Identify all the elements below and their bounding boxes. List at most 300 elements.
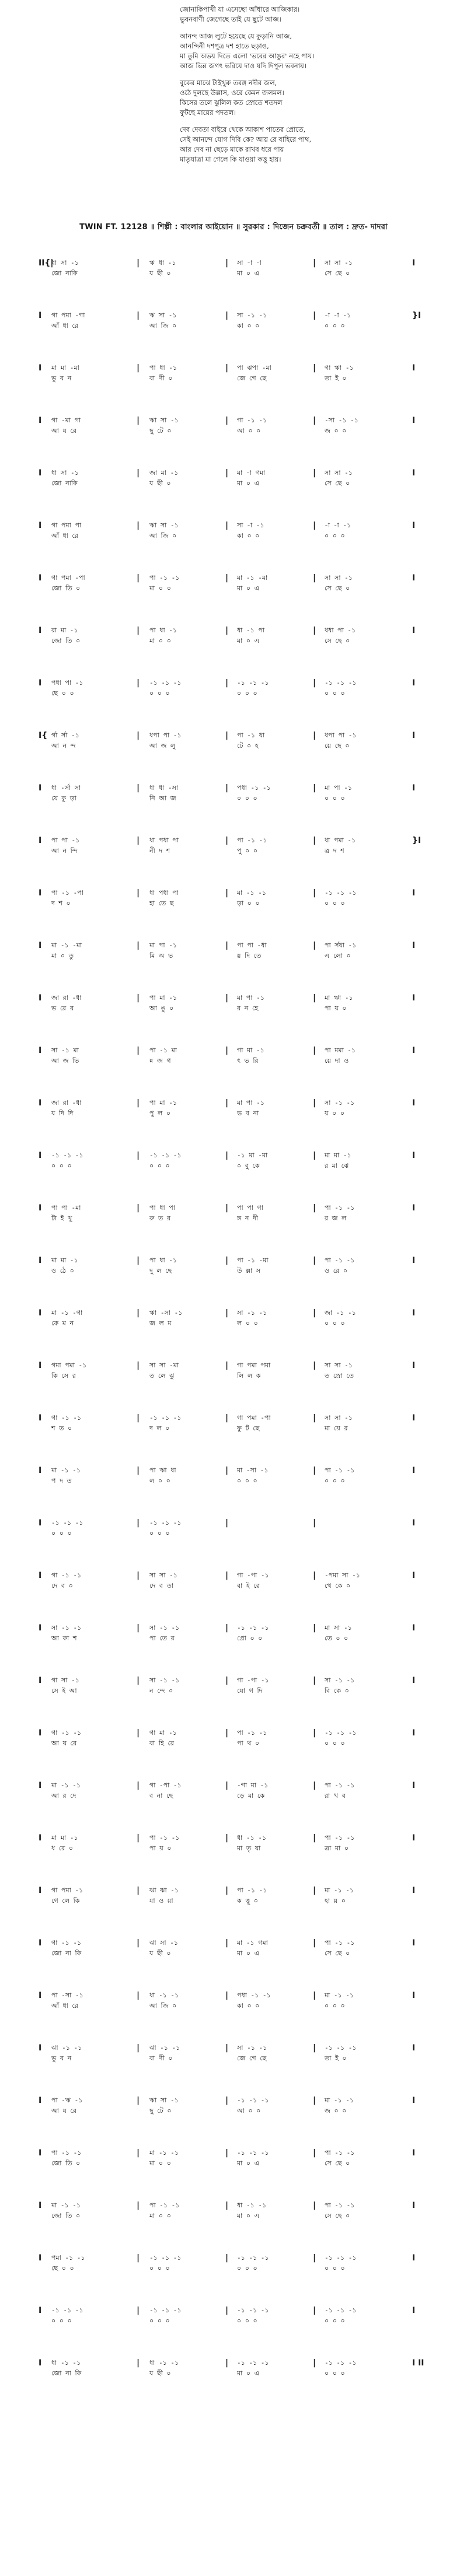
measure bbox=[149, 2043, 230, 2064]
lyric-syllables: ০ বু কে bbox=[237, 1162, 260, 1170]
measure bbox=[149, 1465, 230, 1486]
lyric-syllables: মা ০ এ bbox=[237, 270, 260, 277]
barline-start: I bbox=[39, 1938, 42, 1948]
barline: | bbox=[313, 783, 316, 793]
measure bbox=[325, 1518, 405, 1539]
swara-notes: গা পমা -পা bbox=[51, 574, 85, 582]
measure bbox=[51, 310, 132, 331]
barline: | bbox=[137, 1781, 140, 1790]
swara-notes: গা -পা -১ bbox=[149, 1782, 182, 1789]
measure bbox=[237, 1833, 318, 1854]
lyric-syllables: হা তে ছ bbox=[149, 900, 174, 907]
lyric-syllables: জো তি ০ bbox=[51, 2160, 81, 2167]
swara-notes: -া -া -১ bbox=[325, 522, 351, 529]
barline: | bbox=[313, 311, 316, 320]
measure bbox=[325, 1045, 405, 1066]
measure bbox=[51, 1570, 132, 1591]
measure bbox=[149, 1938, 230, 1959]
lyric-syllables: সে ই আ bbox=[51, 1687, 77, 1695]
lyric-syllables: বা ই রে bbox=[237, 1582, 260, 1590]
measure bbox=[51, 2200, 132, 2221]
barline-start: I bbox=[39, 1623, 42, 1633]
lyric-syllables: উ ল্লা স bbox=[237, 1267, 261, 1275]
swara-notes: মা -১ -মা bbox=[51, 942, 82, 949]
lyric-syllables: নী দ শ bbox=[149, 847, 170, 855]
measure bbox=[237, 1623, 318, 1644]
swara-notes: পা ঋা ধা bbox=[149, 1466, 176, 1474]
lyric-syllables: সে ছে ০ bbox=[325, 584, 350, 592]
measure bbox=[237, 468, 318, 489]
measure bbox=[325, 1938, 405, 1959]
lyric-syllables: প দ ত bbox=[51, 1477, 72, 1485]
swara-notes: গা -১ -১ bbox=[51, 1729, 82, 1737]
swara-notes: মা -১ -১ bbox=[325, 1992, 354, 1999]
barline-start: I bbox=[39, 626, 42, 635]
swara-notes: সা সা -১ bbox=[325, 574, 353, 582]
swara-notes: -১ -১ -১ bbox=[325, 2254, 357, 2262]
lyric-syllables: য়ে ছে ০ bbox=[325, 742, 350, 750]
barline: | bbox=[313, 731, 316, 740]
swara-notes: গা পমা পা bbox=[51, 522, 82, 529]
barline: | bbox=[225, 1361, 229, 1370]
measure bbox=[51, 835, 132, 856]
swara-notes: -সা -১ -১ bbox=[325, 416, 358, 424]
barline-end: I bbox=[412, 1098, 416, 1108]
lyric-syllables: মা তৃ যা bbox=[237, 1845, 261, 1852]
notation-row bbox=[39, 2356, 447, 2408]
lyric-line: বুকের মাঝে টাইখুরু তরঙ্গ নদীর জল, bbox=[180, 79, 277, 87]
swara-notes: মা পা -১ bbox=[237, 994, 264, 1002]
measure bbox=[51, 2148, 132, 2169]
measure bbox=[149, 678, 230, 699]
swara-notes: গা -পা -১ bbox=[237, 1676, 269, 1684]
notation-row bbox=[39, 1253, 447, 1306]
lyric-syllables: তা ই ০ bbox=[325, 2054, 347, 2062]
barline-start: I bbox=[39, 1046, 42, 1055]
measure bbox=[237, 2043, 318, 2064]
measure bbox=[51, 1413, 132, 1434]
barline: | bbox=[137, 1466, 140, 1475]
measure bbox=[149, 888, 230, 909]
measure bbox=[51, 573, 132, 594]
barline-end: I bbox=[412, 1728, 416, 1738]
measure bbox=[237, 363, 318, 384]
lyric-syllables: দু ল ছে bbox=[149, 1267, 172, 1275]
barline: | bbox=[225, 2253, 229, 2263]
barline: | bbox=[225, 311, 229, 320]
barline: | bbox=[225, 1151, 229, 1160]
swara-notes: মা পা -১ bbox=[237, 1099, 264, 1107]
barline-end: I bbox=[412, 1413, 416, 1423]
measure bbox=[149, 1780, 230, 1801]
barline-start: I bbox=[39, 678, 42, 688]
lyric-syllables: ত স্রো তে bbox=[325, 1372, 354, 1380]
measure bbox=[237, 1203, 318, 1224]
measure bbox=[237, 2200, 318, 2221]
lyric-syllables bbox=[237, 1528, 318, 1539]
notation-row bbox=[39, 1148, 447, 1200]
lyric-line: ফুটছে মায়ের পদতল। bbox=[180, 108, 236, 117]
measure bbox=[325, 1360, 405, 1381]
score-header: TWIN FT. 12128 ॥ শিল্পী : বাংলার আইয়োন ॥ সুরকার : দিজেন চক্রবর্তী ॥ তাল : দ্রুত- দাদরা bbox=[79, 223, 388, 232]
barline-end: I bbox=[412, 1256, 416, 1265]
barline: | bbox=[313, 1046, 316, 1055]
barline: | bbox=[137, 1623, 140, 1633]
barline: | bbox=[313, 1466, 316, 1475]
barline-start: I bbox=[39, 2043, 42, 2053]
barline: | bbox=[225, 521, 229, 530]
swara-notes: পা -১ -১ bbox=[325, 1466, 355, 1474]
measure bbox=[149, 1518, 230, 1539]
lyric-syllables: মা ০ ০ bbox=[149, 2212, 171, 2220]
lyric-syllables: ছু টে ০ bbox=[149, 427, 172, 435]
swara-notes: সা -১ -১ bbox=[237, 312, 267, 319]
barline-end: I bbox=[412, 416, 416, 425]
barline-start: I bbox=[39, 1361, 42, 1370]
lyric-syllables: জ ০ ০ bbox=[325, 427, 347, 435]
lyric-syllables: কা ০ ০ bbox=[237, 322, 260, 330]
swara-notes: ঝা সা -১ bbox=[149, 1939, 178, 1947]
barline: | bbox=[313, 2306, 316, 2315]
lyric-syllables: ০ ০ ০ bbox=[325, 532, 345, 540]
lyric-line: আর দেব না ছেড়ে মাকে রাখব ধরে পায় bbox=[180, 145, 284, 153]
swara-notes: -১ -১ -১ bbox=[149, 1414, 182, 1422]
barline: | bbox=[313, 678, 316, 688]
lyric-syllables: আ র দে bbox=[51, 1792, 76, 1800]
swara-notes: গা মা -১ bbox=[237, 1046, 264, 1054]
barline: | bbox=[137, 1728, 140, 1738]
lyric-syllables: আ জ ভি bbox=[51, 1057, 79, 1065]
measure bbox=[325, 2043, 405, 2064]
lyric-syllables: ও ঠে ০ bbox=[51, 1267, 74, 1275]
barline-end: I bbox=[412, 1676, 416, 1685]
barline: | bbox=[225, 2306, 229, 2315]
swara-notes: গা মা -১ bbox=[149, 1729, 177, 1737]
barline: | bbox=[137, 1991, 140, 2000]
swara-notes: মা -১ -মা bbox=[237, 574, 268, 582]
swara-notes: মা -১ -১ bbox=[51, 1782, 81, 1789]
barline: | bbox=[225, 1308, 229, 1318]
lyric-syllables: আ কা শ bbox=[51, 1634, 77, 1642]
measure bbox=[237, 1885, 318, 1906]
swara-notes: ঋা -সা -১ bbox=[149, 1309, 183, 1317]
notation-row bbox=[39, 308, 447, 360]
measure bbox=[325, 940, 405, 961]
barline: | bbox=[225, 2096, 229, 2105]
lyric-syllables: ভ ব না bbox=[237, 1110, 259, 1117]
swara-notes: মা মা -১ bbox=[51, 1256, 78, 1264]
swara-notes: -া -া -১ bbox=[325, 312, 351, 319]
swara-notes: পা পা -১ bbox=[51, 836, 80, 844]
swara-notes: পা -ঋ -১ bbox=[51, 2096, 83, 2104]
swara-notes: সা -১ -১ bbox=[237, 2044, 267, 2052]
barline: | bbox=[225, 1413, 229, 1423]
lyric-syllables: আ ০ ০ bbox=[237, 2107, 261, 2115]
swara-notes: পা ধা -১ bbox=[149, 1256, 177, 1264]
swara-notes: পা -১ -১ bbox=[149, 574, 180, 582]
lyric-syllables: ০ ০ ০ bbox=[149, 1530, 170, 1537]
measure bbox=[325, 993, 405, 1014]
lyric-syllables: প্রো ০ ০ bbox=[237, 1634, 263, 1642]
barline-start: I bbox=[39, 1151, 42, 1160]
swara-notes: -১ -১ -১ bbox=[237, 2096, 269, 2104]
swara-notes: পা -১ -১ bbox=[325, 1834, 355, 1842]
swara-notes: পা -১ -১ bbox=[325, 1256, 355, 1264]
measure bbox=[51, 2305, 132, 2326]
measure bbox=[149, 1570, 230, 1591]
measure bbox=[149, 2095, 230, 2116]
swara-notes: সা -১ -১ bbox=[149, 1624, 180, 1632]
lyric-stanza bbox=[0, 78, 467, 118]
lyric-syllables: র মা ঝে bbox=[325, 1162, 349, 1170]
lyric-syllables: ত লে ঝু bbox=[149, 1372, 175, 1380]
barline: | bbox=[225, 258, 229, 268]
measure bbox=[325, 2358, 405, 2379]
barline-start: I bbox=[39, 416, 42, 425]
measure bbox=[149, 993, 230, 1014]
barline-start: I bbox=[39, 1466, 42, 1475]
lyric-syllables: সে ছে ০ bbox=[325, 480, 350, 487]
lyric-syllables: কা ০ ০ bbox=[237, 2002, 260, 2010]
notation-row bbox=[39, 991, 447, 1043]
lyric-syllables: পু ল ০ bbox=[149, 1110, 171, 1117]
measure bbox=[149, 2148, 230, 2169]
swara-notes: মা -১ -১ bbox=[325, 2096, 354, 2104]
swara-notes: পা -১ -১ bbox=[149, 1834, 180, 1842]
measure bbox=[237, 1938, 318, 1959]
barline-end: I bbox=[412, 888, 416, 898]
barline: | bbox=[313, 993, 316, 1003]
barline: | bbox=[137, 2148, 140, 2158]
lyric-syllables: শ ত ০ bbox=[51, 1424, 72, 1432]
lyric-syllables: জো না কি bbox=[51, 2370, 82, 2377]
swara-notes: গা -১ -১ bbox=[51, 1414, 82, 1422]
swara-notes: রা মা -১ bbox=[51, 626, 78, 634]
swara-notes: জা -১ -১ bbox=[325, 1309, 356, 1317]
lyric-syllables: ০ ০ ০ bbox=[325, 1740, 345, 1747]
measure bbox=[149, 310, 230, 331]
swara-notes: সা -১ -১ bbox=[325, 1676, 355, 1684]
notation-row bbox=[39, 1306, 447, 1358]
lyric-syllables: ল ০ ০ bbox=[149, 1477, 170, 1485]
swara-notes: গা পমা -১ bbox=[51, 1887, 83, 1894]
measure bbox=[325, 1990, 405, 2011]
swara-notes: -১ -১ -১ bbox=[237, 2359, 269, 2367]
lyric-syllables: ০ ০ ০ bbox=[325, 322, 345, 330]
measure bbox=[51, 1990, 132, 2011]
measure bbox=[51, 1045, 132, 1066]
lyric-syllables: তে ০ ০ bbox=[325, 1634, 348, 1642]
barline: | bbox=[225, 941, 229, 950]
lyric-syllables: আ য় রে bbox=[51, 1740, 77, 1747]
barline: | bbox=[313, 1413, 316, 1423]
barline: | bbox=[137, 836, 140, 845]
lyric-syllables: ভু ব ন bbox=[51, 2054, 72, 2062]
barline: | bbox=[313, 1781, 316, 1790]
measure bbox=[149, 2253, 230, 2274]
barline-start: I bbox=[39, 1728, 42, 1738]
lyric-line: সেই আনন্দে যোগ দিবি কে? আয় রে বাহিরে পাথ, bbox=[180, 135, 312, 144]
barline: | bbox=[225, 1676, 229, 1685]
notation-row bbox=[39, 466, 447, 518]
barline-end: I bbox=[412, 1308, 416, 1318]
barline-end: I bbox=[412, 1203, 416, 1213]
barline-start: I bbox=[39, 2253, 42, 2263]
lyric-syllables: ০ ০ ০ bbox=[237, 2317, 257, 2325]
barline-start: I{ bbox=[39, 731, 48, 740]
measure bbox=[237, 1360, 318, 1381]
barline: | bbox=[313, 573, 316, 583]
swara-notes: ঝা ঝা -১ bbox=[149, 1887, 179, 1894]
barline-end: I bbox=[412, 1518, 416, 1528]
swara-notes: গা -১ -১ bbox=[51, 1572, 82, 1579]
notation-row bbox=[39, 1726, 447, 1778]
swara-notes: গা -১ -১ bbox=[237, 416, 267, 424]
swara-notes: পা -১ -১ bbox=[237, 836, 267, 844]
barline: | bbox=[137, 1361, 140, 1370]
barline: | bbox=[225, 1991, 229, 2000]
measure bbox=[237, 1518, 318, 1539]
lyric-syllables: দে ব তা bbox=[149, 1582, 174, 1590]
measure bbox=[149, 1885, 230, 1906]
measure bbox=[51, 940, 132, 961]
swara-notes: ধা -১ -১ bbox=[237, 1834, 267, 1842]
barline: | bbox=[225, 573, 229, 583]
lyric-syllables: ০ ০ ০ bbox=[325, 900, 345, 907]
swara-notes: মা -১ -১ bbox=[149, 2149, 179, 2157]
notation-row bbox=[39, 780, 447, 833]
measure bbox=[51, 1465, 132, 1486]
notation-row bbox=[39, 1988, 447, 2041]
swara-notes: পা -১ মা bbox=[149, 1046, 177, 1054]
notation-row bbox=[39, 1096, 447, 1148]
lyric-syllables: কা ০ ০ bbox=[237, 532, 260, 540]
swara-notes: -১ -১ -১ bbox=[237, 2149, 269, 2157]
lyric-syllables: ত্রা মা ০ bbox=[325, 1845, 348, 1852]
barline: | bbox=[225, 2201, 229, 2210]
barline: | bbox=[313, 1728, 316, 1738]
lyric-syllables: ০ ০ ০ bbox=[325, 2317, 345, 2325]
swara-notes: -১ -১ -১ bbox=[325, 889, 357, 897]
lyric-syllables: ন ন্দে ০ bbox=[149, 1687, 173, 1695]
barline-end: I bbox=[412, 468, 416, 478]
measure bbox=[237, 625, 318, 646]
lyric-syllables: জ ০ ০ bbox=[325, 2107, 347, 2115]
lyric-syllables: আ জি ০ bbox=[149, 322, 177, 330]
barline: | bbox=[137, 2253, 140, 2263]
measure bbox=[51, 1728, 132, 1749]
measure bbox=[149, 468, 230, 489]
swara-notes: গা -১ -১ bbox=[51, 1939, 82, 1947]
measure bbox=[149, 1203, 230, 1224]
barline: | bbox=[225, 1886, 229, 1895]
swara-notes: সা -১ -১ bbox=[149, 1676, 180, 1684]
measure bbox=[51, 678, 132, 699]
measure bbox=[325, 1885, 405, 1906]
measure bbox=[149, 1413, 230, 1434]
lyric-syllables: ০ ০ ০ bbox=[325, 794, 345, 802]
swara-notes: গা সা -১ bbox=[51, 1676, 79, 1684]
barline-start: I bbox=[39, 888, 42, 898]
barline-start: II{| bbox=[39, 258, 54, 268]
swara-notes: জা রা -ধা bbox=[51, 994, 82, 1002]
barline: | bbox=[137, 2096, 140, 2105]
measure bbox=[325, 625, 405, 646]
lyric-syllables: মা ০ এ bbox=[237, 637, 260, 645]
lyric-syllables: আঁ ধা রে bbox=[51, 532, 78, 540]
measure bbox=[237, 678, 318, 699]
swara-notes: মা -া গমা bbox=[237, 469, 266, 477]
measure bbox=[149, 2358, 230, 2379]
measure bbox=[325, 363, 405, 384]
lyric-syllables: ০ ০ ০ bbox=[51, 2317, 72, 2325]
swara-notes: জা রা -ধা bbox=[51, 1099, 82, 1107]
swara-notes: পা -১ -১ bbox=[325, 1782, 355, 1789]
swara-notes: পধা -১ -১ bbox=[237, 784, 271, 792]
lyric-syllables: ০ ০ ০ bbox=[325, 690, 345, 697]
measure bbox=[51, 730, 132, 751]
measure bbox=[51, 1518, 132, 1539]
swara-notes: -১ মা -মা bbox=[237, 1152, 268, 1159]
measure bbox=[237, 2095, 318, 2116]
swara-notes: -১ -১ -১ bbox=[237, 2306, 269, 2314]
swara-notes: সা -া -১ bbox=[237, 522, 264, 529]
measure bbox=[237, 2358, 318, 2379]
swara-notes: মা মা -১ bbox=[51, 1834, 78, 1842]
barline: | bbox=[313, 1308, 316, 1318]
barline-end: I II bbox=[412, 2358, 424, 2368]
barline: | bbox=[313, 1256, 316, 1265]
lyric-syllables: ভু ব ন bbox=[51, 374, 72, 382]
measure bbox=[51, 2253, 132, 2274]
lyric-syllables: ০ ০ ০ bbox=[237, 2264, 257, 2272]
swara-notes: পধা -১ -১ bbox=[237, 1992, 271, 1999]
notation-row bbox=[39, 1568, 447, 1620]
lyric-syllables: মা ০ এ bbox=[237, 1950, 260, 1957]
measure bbox=[51, 625, 132, 646]
swara-notes: -গা মা -১ bbox=[237, 1782, 269, 1789]
measure bbox=[51, 1360, 132, 1381]
lyric-syllables: ০ ০ ০ bbox=[51, 1162, 72, 1170]
barline: | bbox=[137, 2201, 140, 2210]
measure bbox=[149, 1833, 230, 1854]
lyric-syllables: টা ই খু bbox=[51, 1214, 72, 1222]
lyric-syllables: মা ০ এ bbox=[237, 2370, 260, 2377]
barline-end: I bbox=[412, 1833, 416, 1843]
barline: | bbox=[313, 1361, 316, 1370]
lyric-syllables: কি সে র bbox=[51, 1372, 76, 1380]
lyric-stanza bbox=[0, 32, 467, 71]
barline: | bbox=[313, 1938, 316, 1948]
measure bbox=[325, 783, 405, 804]
measure bbox=[149, 2305, 230, 2326]
swara-notes: -১ -১ -১ bbox=[149, 2306, 182, 2314]
barline-start: I bbox=[39, 363, 42, 373]
barline-start: I bbox=[39, 1833, 42, 1843]
notation-row bbox=[39, 623, 447, 676]
lyric-line: আনন্দিনী দশপুত্র দশ হাতে ছড়াও, bbox=[180, 42, 269, 50]
barline: | bbox=[225, 783, 229, 793]
measure bbox=[325, 888, 405, 909]
measure bbox=[149, 1308, 230, 1329]
barline: | bbox=[313, 941, 316, 950]
barline-end: }I bbox=[412, 836, 421, 845]
swara-notes: ধা সা -১ bbox=[51, 469, 79, 477]
barline: | bbox=[225, 468, 229, 478]
swara-notes: সা সা -১ bbox=[325, 259, 353, 267]
swara-notes: মা -১ -গা bbox=[51, 1309, 83, 1317]
lyric-syllables: ত্র দ শ bbox=[325, 847, 344, 855]
